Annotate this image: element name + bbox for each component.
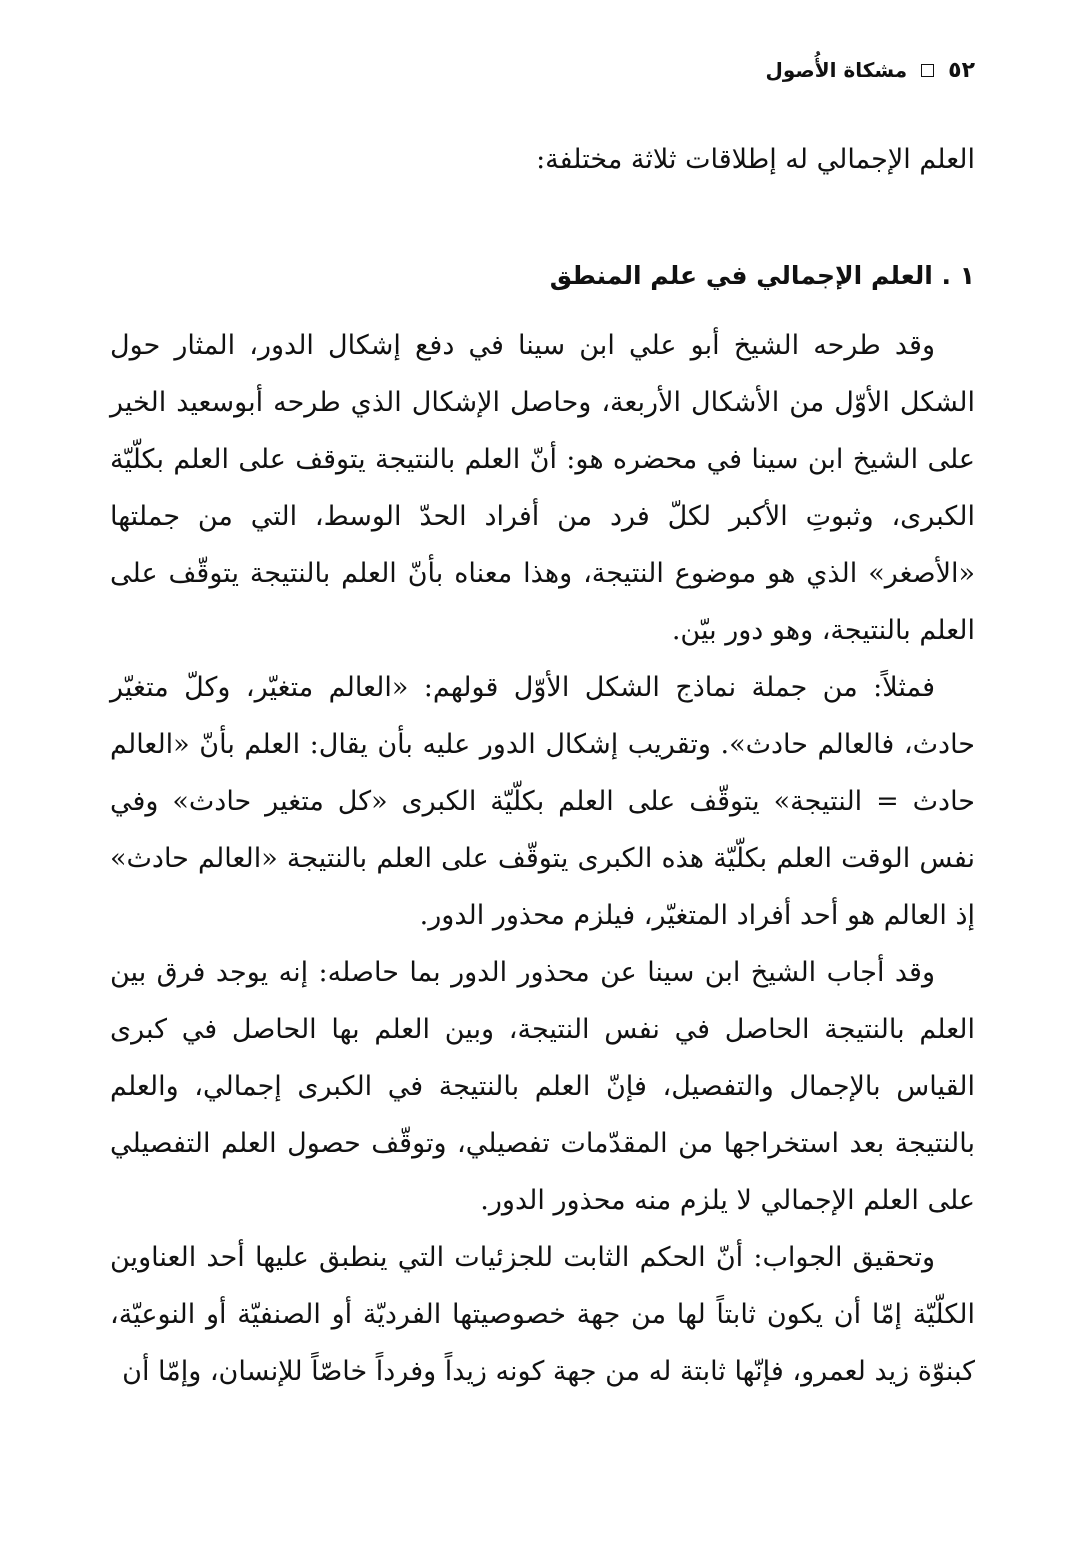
paragraph: وقد أجاب الشيخ ابن سينا عن محذور الدور بما حاصله: إنه يوجد فرق بين العلم بالنتيجة الحاصل في نفس النتيجة، وبين العلم بها الحاصل في كبرى القياس بالإجمال والتفصيل، فإنّ العلم بالنتيجة في الكبرى إجمالي، والعلم بالنتيجة بعد استخراجها من المقدّمات تفصيلي، وتوقّف حصول العلم التفصيلي على العلم الإجمالي لا يلزم منه محذور الدور. — [110, 957, 975, 1216]
intro-line: العلم الإجمالي له إطلاقات ثلاثة مختلفة: — [536, 144, 975, 175]
page-header — [766, 52, 975, 88]
paragraph: فمثلاً: من جملة نماذج الشكل الأوّل قولهم: «العالم متغيّر، وكلّ متغيّر حادث، فالعالم حادث». وتقريب إشكال الدور عليه بأن يقال: العلم بأنّ «العالم حادث = النتيجة» يتوقّف على العلم بكلّيّة الكبرى «كل متغير حادث» وفي نفس الوقت العلم بكلّيّة هذه الكبرى يتوقّف على العلم بالنتيجة «العالم حادث» إذ العالم هو أحد أفراد المتغيّر، فيلزم محذور الدور. — [110, 672, 975, 931]
paragraph: وتحقيق الجواب: أنّ الحكم الثابت للجزئيات التي ينطبق عليها أحد العناوين الكلّيّة إمّا أن يكون ثابتاً لها من جهة خصوصيتها الفرديّة أو الصنفيّة أو النوعيّة، كبنوّة زيد لعمرو، فإنّها ثابتة له من جهة كونه زيداً وفرداً خاصّاً للإنسان، وإمّا أن — [110, 1242, 975, 1387]
body-paragraphs — [110, 317, 975, 1400]
book-title: مشكاة الأُصول — [765, 58, 908, 82]
paragraph: وقد طرحه الشيخ أبو علي ابن سينا في دفع إشكال الدور، المثار حول الشكل الأوّل من الأشكال الأربعة، وحاصل الإشكال الذي طرحه أبوسعيد الخير على الشيخ ابن سينا في محضره هو: أنّ العلم بالنتيجة يتوقف على العلم بكلّيّة الكبرى، وثبوتِ الأكبر لكلّ فرد من أفراد الحدّ الوسط، التي من جملتها «الأصغر» الذي هو موضوع النتيجة، وهذا معناه بأنّ العلم بالنتيجة يتوقّف على العلم بالنتيجة، وهو دور بيّن. — [110, 330, 975, 646]
square-separator-icon — [921, 64, 934, 77]
section-heading: ١ . العلم الإجمالي في علم المنطق — [549, 261, 975, 290]
page-number: ٥٢ — [948, 57, 975, 83]
